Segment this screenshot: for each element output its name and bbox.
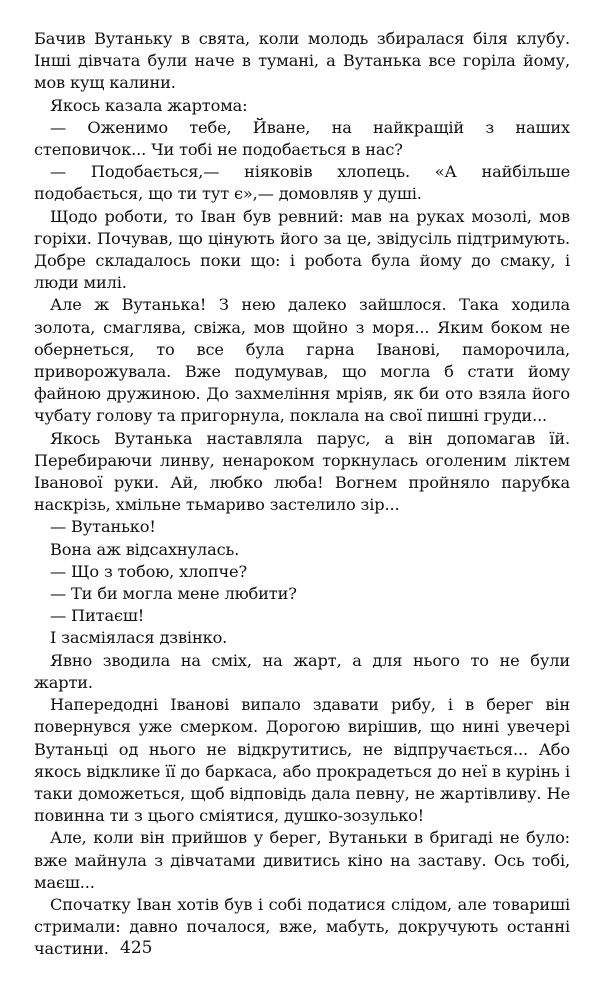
paragraph: — Подобається,— ніяковів хлопець. «А найбільше подобається, що ти тут є»,— домовляв у душі. bbox=[34, 162, 570, 204]
page-number: 425 bbox=[120, 938, 153, 958]
paragraph: — Вутанько! bbox=[50, 517, 156, 537]
paragraph: Вона аж відсахнулась. bbox=[50, 539, 240, 559]
paragraph: Щодо роботи, то Іван був ревний: мав на руках мозолі, мов горіхи. Почував, що цінують його за це, звідусіль підтримують. Добре складалось поки що: і робота була йому до смаку, і люди милі. bbox=[34, 206, 570, 293]
paragraph: Явно зводила на сміх, на жарт, а для нього то не були жарти. bbox=[34, 650, 570, 692]
paragraph: — Ти би могла мене любити? bbox=[50, 584, 297, 604]
paragraph: Якось казала жартома: bbox=[50, 95, 248, 115]
paragraph: — Оженимо тебе, Йване, на найкращій з наших степовичок... Чи тобі не подобається в нас? bbox=[34, 117, 570, 160]
paragraph: І засміялася дзвінко. bbox=[50, 628, 228, 648]
paragraph: — Питаєш! bbox=[50, 606, 145, 626]
paragraph: Але ж Вутанька! З нею далеко зайшлося. Така ходила золота, смаглява, свіжа, мов щойно з моря... Яким боком не обернеться, то все була гарна Іванові, паморочила, приворожувала. Вже подумував, що могла б стати йому файною дружиною. До захмеління мріяв, як би ото взяла його чубату голову та пригорнула, поклала на свої пишні груди... bbox=[34, 295, 570, 426]
paragraph: Спочатку Іван хотів був і собі податися слідом, але товариші стримали: давно почалося, вже, мабуть, докручують останні частини. bbox=[34, 894, 570, 959]
paragraph: — Що з тобою, хлопче? bbox=[50, 561, 248, 581]
paragraph: Напередодні Іванові випало здавати рибу, і в берег він повернувся уже смерком. Дорогою вирішив, що нині увечері Вутаньці од нього не відкрутитись, не відпручається... Або якось відклике її до баркаса, або прокрадеться до неї в курінь і таки доможеться, щоб відповідь дала певну, не жартівливу. Не повинна ти з цього сміятися, душко-зозулько! bbox=[34, 695, 570, 826]
paragraph: Бачив Вутаньку в свята, коли молодь збиралася біля клубу. Інші дівчата були наче в тумані, а Вутанька все горіла йому, мов кущ калини. bbox=[34, 29, 570, 93]
paragraph: Але, коли він прийшов у берег, Вутаньки в бригаді не було: вже майнула з дівчатами дивитись кіно на заставу. Ось тобі, маєш... bbox=[34, 828, 570, 892]
paragraph: Якось Вутанька наставляла парус, а він допомагав їй. Перебираючи линву, ненароком торкнулась оголеним ліктем Іванової руки. Ай, любко люба! Вогнем пройняло парубка наскрізь, хмільне тьмариво застелило зір... bbox=[34, 428, 570, 515]
book-page-text bbox=[34, 28, 570, 961]
